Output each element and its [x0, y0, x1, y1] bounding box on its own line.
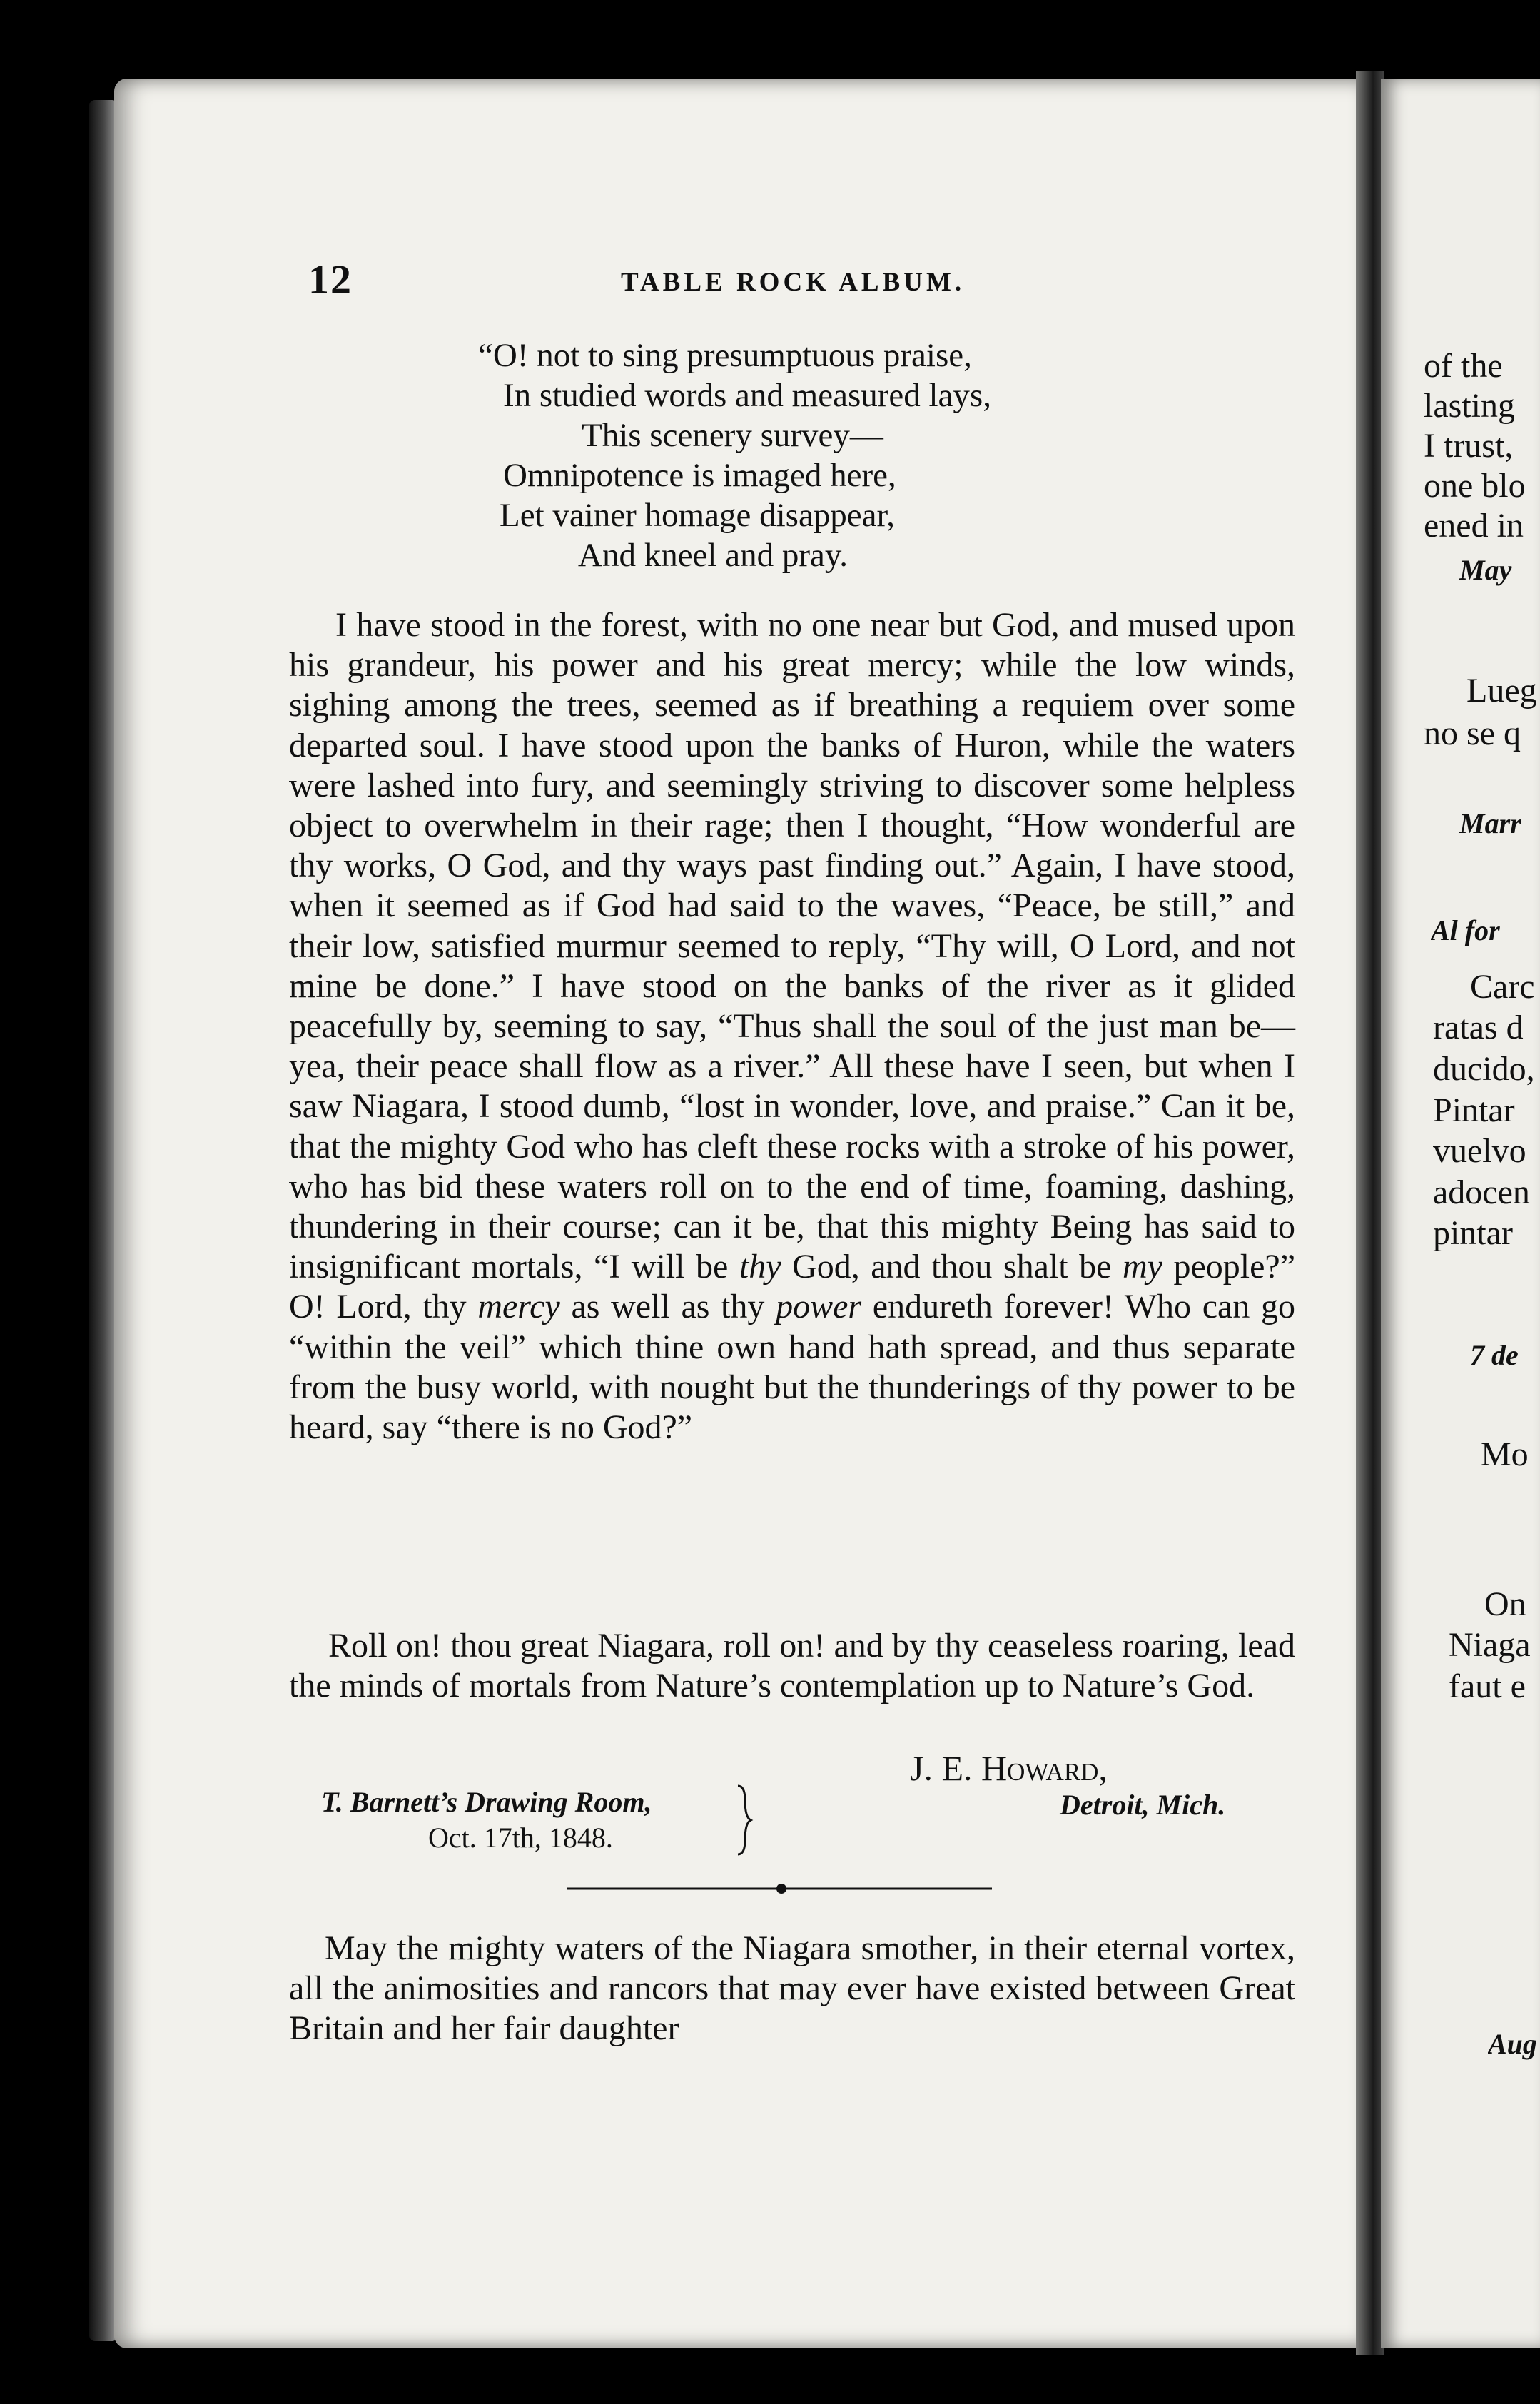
- poem-line: In studied words and measured lays,: [503, 377, 991, 414]
- facing-page-text: adocen: [1433, 1173, 1530, 1211]
- poem-line: “O! not to sing presumptuous praise,: [478, 337, 972, 374]
- dateline: [321, 1784, 749, 1856]
- facing-page-text: pintar: [1433, 1214, 1513, 1252]
- facing-page-text: ened in: [1424, 507, 1524, 545]
- poem-line: Let vainer homage disappear,: [500, 497, 896, 534]
- poem-line: And kneel and pray.: [578, 537, 848, 574]
- poem-line: This scenery survey—: [582, 417, 883, 454]
- facing-page-text: ratas d: [1433, 1009, 1524, 1046]
- author-signature: J. E. Howard,: [910, 1748, 1108, 1788]
- facing-page-text: Mo: [1481, 1435, 1529, 1473]
- facing-page-text: of the: [1424, 347, 1503, 385]
- section-divider: [567, 1882, 992, 1896]
- facing-page-text: lasting: [1424, 387, 1515, 425]
- facing-page-text: Niaga: [1449, 1626, 1531, 1664]
- poem-line: Omnipotence is imaged here,: [503, 457, 896, 494]
- author-location: Detroit, Mich.: [1060, 1789, 1226, 1821]
- page-edge-shadow: [89, 100, 118, 2341]
- book-gutter: [1356, 71, 1384, 2355]
- dateline-location: T. Barnett’s Drawing Room,: [321, 1786, 652, 1818]
- facing-page-text: Pintar: [1433, 1091, 1515, 1129]
- facing-page-text: Aug: [1488, 2028, 1537, 2060]
- paragraph-roll-on: Roll on! thou great Niagara, roll on! and by thy ceaseless roaring, lead the minds of mortals from Nature’s contemplation up to Nature’s God.: [289, 1627, 1295, 1705]
- facing-page-text: ducido,: [1433, 1050, 1535, 1088]
- page-number: 12: [308, 256, 353, 303]
- facing-page-text: vuelvo: [1433, 1132, 1526, 1170]
- facing-page-text: no se q: [1424, 714, 1521, 752]
- poem-stanza: [442, 335, 1028, 575]
- paragraph-reflection: I have stood in the forest, with no one near but God, and mused upon his grandeur, his power and his great mercy; while the low winds, sighing among the trees, seemed as if breathing a requiem over some departed soul. I have stood upon the banks of Huron, while the waters were lashed into fury, and seemingly striving to discover some helpless object to overwhelm in their rage; then I thought, “How wonderful are thy works, O God, and thy ways past finding out.” Again, I have stood, when it seemed as if God had said to the waves, “Peace, be still,” and their low, satisfied murmur seemed to reply, “Thy will, O Lord, and not mine be done.” I have stood on the banks of the river as it glided peacefully by, seeming to say, “Thus shall the soul of the just man be—yea, their peace shall flow as a river.” All these have I seen, but when I saw Niagara, I stood dumb, “lost in wonder, love, and praise.” Can it be, that the mighty God who has cleft these rocks with a stroke of his power, who has bid these waters roll on to the end of time, foaming, dashing, thundering in their course; can it be, that this mighty Being has said to insignificant mortals, “I will be thy God, and thou shalt be my people?” O! Lord, thy mercy as well as thy power endureth forever! Who can go “within the veil” which thine own hand hath spread, and thus separate from the busy world, with nought but the thunderings of thy power to be heard, say “there is no God?”: [289, 606, 1296, 1447]
- brace-icon: [735, 1784, 754, 1856]
- facing-page-text: I trust,: [1424, 427, 1514, 465]
- running-head: [293, 256, 1299, 305]
- facing-page-text: Lueg: [1466, 672, 1537, 709]
- facing-page-text: faut e: [1449, 1667, 1526, 1705]
- dateline-date: Oct. 17th, 1848.: [428, 1822, 613, 1854]
- facing-page-text: Marr: [1459, 807, 1521, 839]
- facing-page-text: On: [1484, 1585, 1526, 1623]
- facing-page-text: one blo: [1424, 467, 1526, 505]
- facing-page-text: Al for: [1431, 914, 1500, 946]
- facing-page-text: May: [1459, 554, 1512, 586]
- facing-page-text: Carc: [1470, 968, 1535, 1006]
- page-title: TABLE ROCK ALBUM.: [621, 268, 966, 297]
- paragraph-may-waters: May the mighty waters of the Niagara smother, in their eternal vortex, all the animosities and rancors that may ever have existed between Great Britain and her fair daughter: [289, 1929, 1295, 2048]
- facing-page-text: 7 de: [1470, 1339, 1519, 1371]
